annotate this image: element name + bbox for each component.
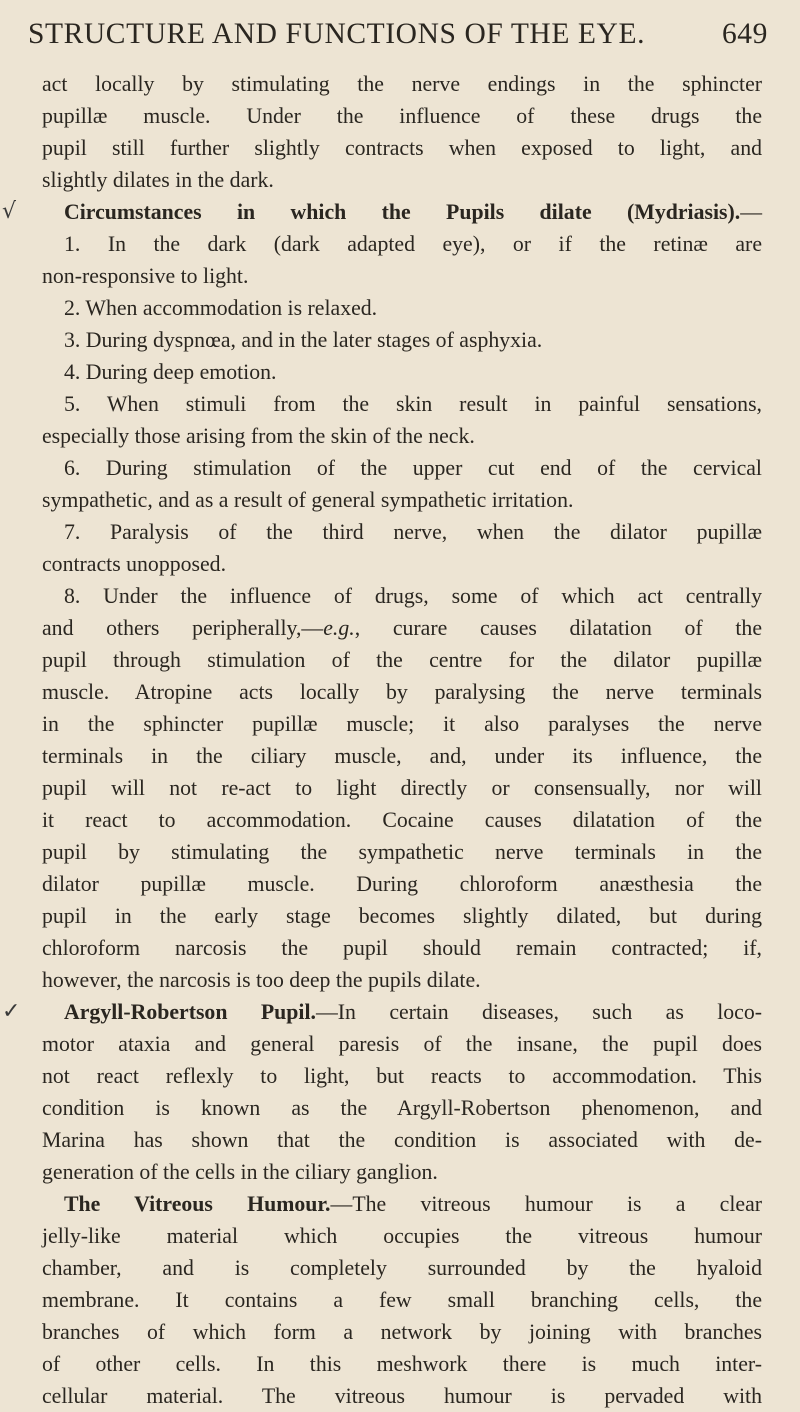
text-line: motor ataxia and general paresis of the insane, the pupil does — [42, 1032, 762, 1056]
check-mark-icon: √ — [2, 199, 17, 224]
list-item: 8. Under the influence of drugs, some of which act centrally — [64, 584, 762, 608]
text-fragment: —The vitreous humour is a clear — [330, 1192, 762, 1216]
heading-argyll: Argyll-Robertson Pupil. — [64, 1000, 316, 1024]
text-fragment: , curare causes dilatation of the — [354, 616, 762, 640]
text-line: cellular material. The vitreous humour is pervaded with — [42, 1384, 762, 1408]
text-fragment: and others peripherally,— — [42, 616, 324, 640]
text-line: in the sphincter pupillæ muscle; it also paralyses the nerve — [42, 712, 762, 736]
text-line: pupil still further slightly contracts when exposed to light, and — [42, 136, 762, 160]
heading-argyll-line — [2, 996, 763, 1028]
page-title: STRUCTURE AND FUNCTIONS OF THE EYE. — [28, 18, 646, 50]
text-line: act locally by stimulating the nerve endings in the sphincter — [42, 72, 762, 96]
list-item: 7. Paralysis of the third nerve, when the dilator pupillæ — [64, 520, 762, 544]
text-line: especially those arising from the skin of the neck. — [42, 424, 475, 448]
text-line: pupil will not re-act to light directly or consensually, nor will — [42, 776, 762, 800]
heading-vitreous: The Vitreous Humour. — [64, 1192, 331, 1216]
text-line: dilator pupillæ muscle. During chloroform anæsthesia the — [42, 872, 762, 896]
text-line: pupillæ muscle. Under the influence of these drugs the — [42, 104, 762, 128]
list-item: 1. In the dark (dark adapted eye), or if the retinæ are — [64, 232, 762, 256]
text-line: chamber, and is completely surrounded by the hyaloid — [42, 1256, 762, 1280]
text-line: non-responsive to light. — [42, 264, 249, 288]
text-line: it react to accommodation. Cocaine causes dilatation of the — [42, 808, 762, 832]
heading-vitreous-line — [42, 1188, 762, 1220]
page-number: 649 — [721, 18, 768, 50]
list-item: 5. When stimuli from the skin result in painful sensations, — [64, 392, 762, 416]
italic-eg: e.g. — [323, 616, 355, 640]
list-item: 4. During deep emotion. — [64, 360, 277, 384]
text-line: terminals in the ciliary muscle, and, under its influence, the — [42, 744, 762, 768]
list-item: 3. During dyspnœa, and in the later stages of asphyxia. — [64, 328, 543, 352]
text-line: generation of the cells in the ciliary ganglion. — [42, 1160, 438, 1184]
text-line: muscle. Atropine acts locally by paralysing the nerve terminals — [42, 680, 762, 704]
text-line: chloroform narcosis the pupil should remain contracted; if, — [42, 936, 762, 960]
text-line: membrane. It contains a few small branching cells, the — [42, 1288, 762, 1312]
heading-mydriasis-line — [2, 196, 762, 228]
text-line: pupil by stimulating the sympathetic nerve terminals in the — [42, 840, 762, 864]
text-line: branches of which form a network by joining with branches — [42, 1320, 762, 1344]
list-item: 6. During stimulation of the upper cut end of the cervical — [64, 456, 762, 480]
text-line-eg — [42, 612, 762, 644]
text-line: however, the narcosis is too deep the pupils dilate. — [42, 968, 481, 992]
text-line: not react reflexly to light, but reacts to accommodation. This — [42, 1064, 762, 1088]
text-line: pupil through stimulation of the centre for the dilator pupillæ — [42, 648, 762, 672]
heading-dash: — — [740, 200, 762, 224]
text-line: condition is known as the Argyll-Robertson phenomenon, and — [42, 1096, 762, 1120]
text-line: jelly-like material which occupies the vitreous humour — [42, 1224, 762, 1248]
text-fragment: —In certain diseases, such as loco- — [315, 1000, 763, 1024]
text-line: contracts unopposed. — [42, 552, 227, 576]
text-line: of other cells. In this meshwork there is much inter- — [42, 1352, 762, 1376]
heading-mydriasis: Circumstances in which the Pupils dilate (Mydriasis). — [64, 200, 741, 224]
text-line: slightly dilates in the dark. — [42, 168, 274, 192]
body-text — [2, 68, 763, 1412]
text-line: Marina has shown that the condition is associated with de- — [42, 1128, 762, 1152]
text-line: sympathetic, and as a result of general sympathetic irritation. — [42, 488, 574, 512]
text-line: pupil in the early stage becomes slightly dilated, but during — [42, 904, 762, 928]
check-mark-icon: ✓ — [2, 999, 21, 1024]
list-item: 2. When accommodation is relaxed. — [64, 296, 378, 320]
